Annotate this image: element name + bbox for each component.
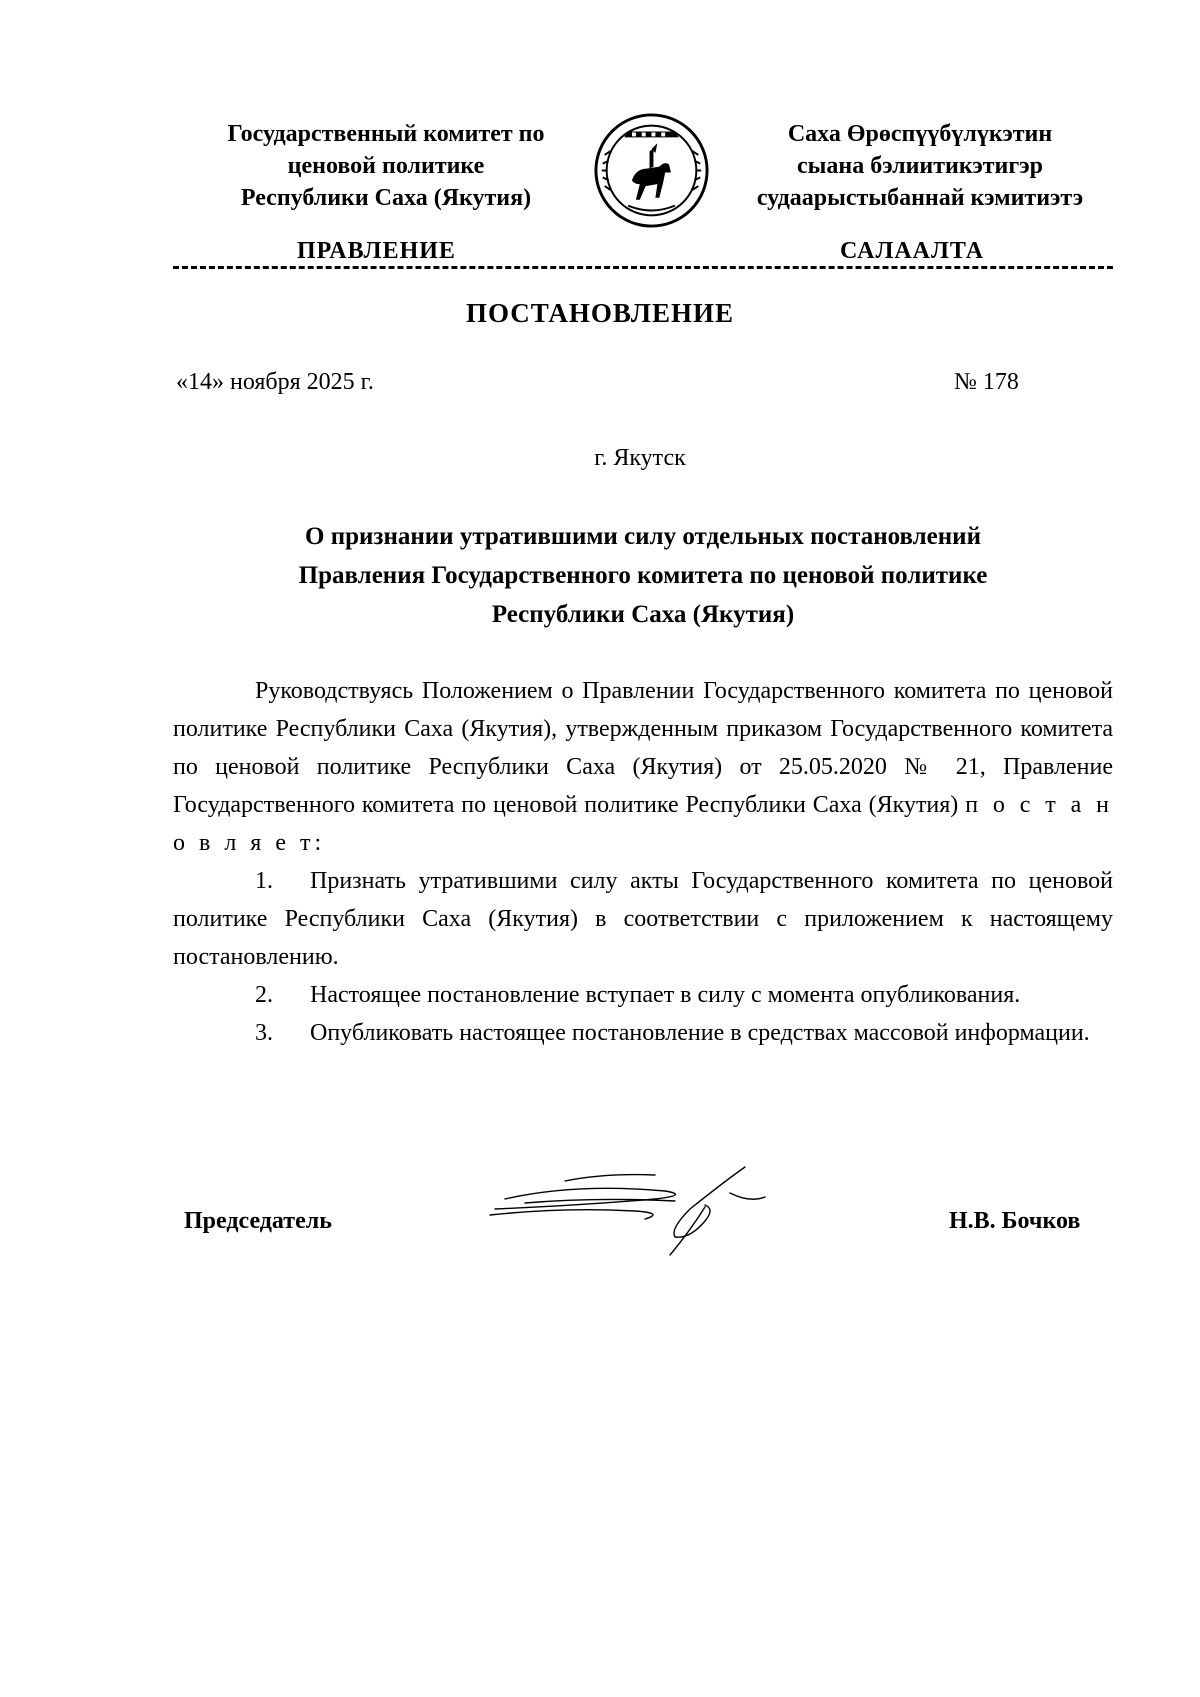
list-item [173,1014,1113,1052]
signatory-name: Н.В. Бочков [949,1208,1081,1234]
header-left-line: Республики Саха (Якутия) [240,185,532,211]
handwritten-signature-icon [465,1163,785,1258]
subject-line: Правления Государственного комитета по ценовой политике [298,562,988,589]
document-number: № 178 [954,369,1019,395]
item-text: Признать утратившими силу акты Государственного комитета по ценовой политике Республики Саха (Якутия) в соответствии с приложением к настоящему постановлению. [173,868,1113,970]
header-left-line: Государственный комитет по [227,121,545,147]
document-city: г. Якутск [594,445,686,471]
preamble-paragraph [173,672,1113,862]
header-right-line: Саха Өрөспүүбүлүкэтин [787,121,1053,147]
header-right-line: сыана бэлиитикэтигэр [796,153,1043,179]
item-number: 1. [255,868,273,894]
document-type: ПОСТАНОВЛЕНИЕ [465,298,735,328]
header-right-line: судаарыстыбаннай кэмитиэтэ [756,185,1084,211]
coat-of-arms-sakha-icon [593,112,710,229]
header-left-line: ценовой политике [287,153,485,179]
header-right-org [720,118,1120,214]
list-item [173,976,1113,1014]
document-body [173,672,1113,1052]
item-text: Настоящее постановление вступает в силу с момента опубликования. [310,982,1021,1008]
preamble-verb: п о с т а н о в л я е т: [173,792,1114,856]
signatory-position: Председатель [184,1208,332,1234]
item-number: 2. [255,982,273,1008]
document-subject [173,517,1113,634]
subject-line: Республики Саха (Якутия) [491,601,795,628]
item-number: 3. [255,1020,273,1046]
item-text: Опубликовать настоящее постановление в средствах массовой информации. [310,1020,1090,1046]
header-left-org [186,118,586,214]
list-item [173,862,1113,976]
subject-line: О признании утратившими силу отдельных постановлений [305,523,981,550]
document-date: «14» ноября 2025 г. [176,369,374,395]
board-label-ru: ПРАВЛЕНИЕ [297,238,456,264]
preamble-text: Руководствуясь Положением о Правлении Государственного комитета по ценовой политике Республики Саха (Якутия), утвержденным приказом Государственного комитета по ценовой политике Республики Саха (Якутия) от 25.05.2020 № 21, Правление Государственного комитета по ценовой политике Республики Саха (Якутия) [173,678,1113,818]
board-label-sah: САЛААЛТА [840,238,985,264]
header-divider [173,266,1113,269]
